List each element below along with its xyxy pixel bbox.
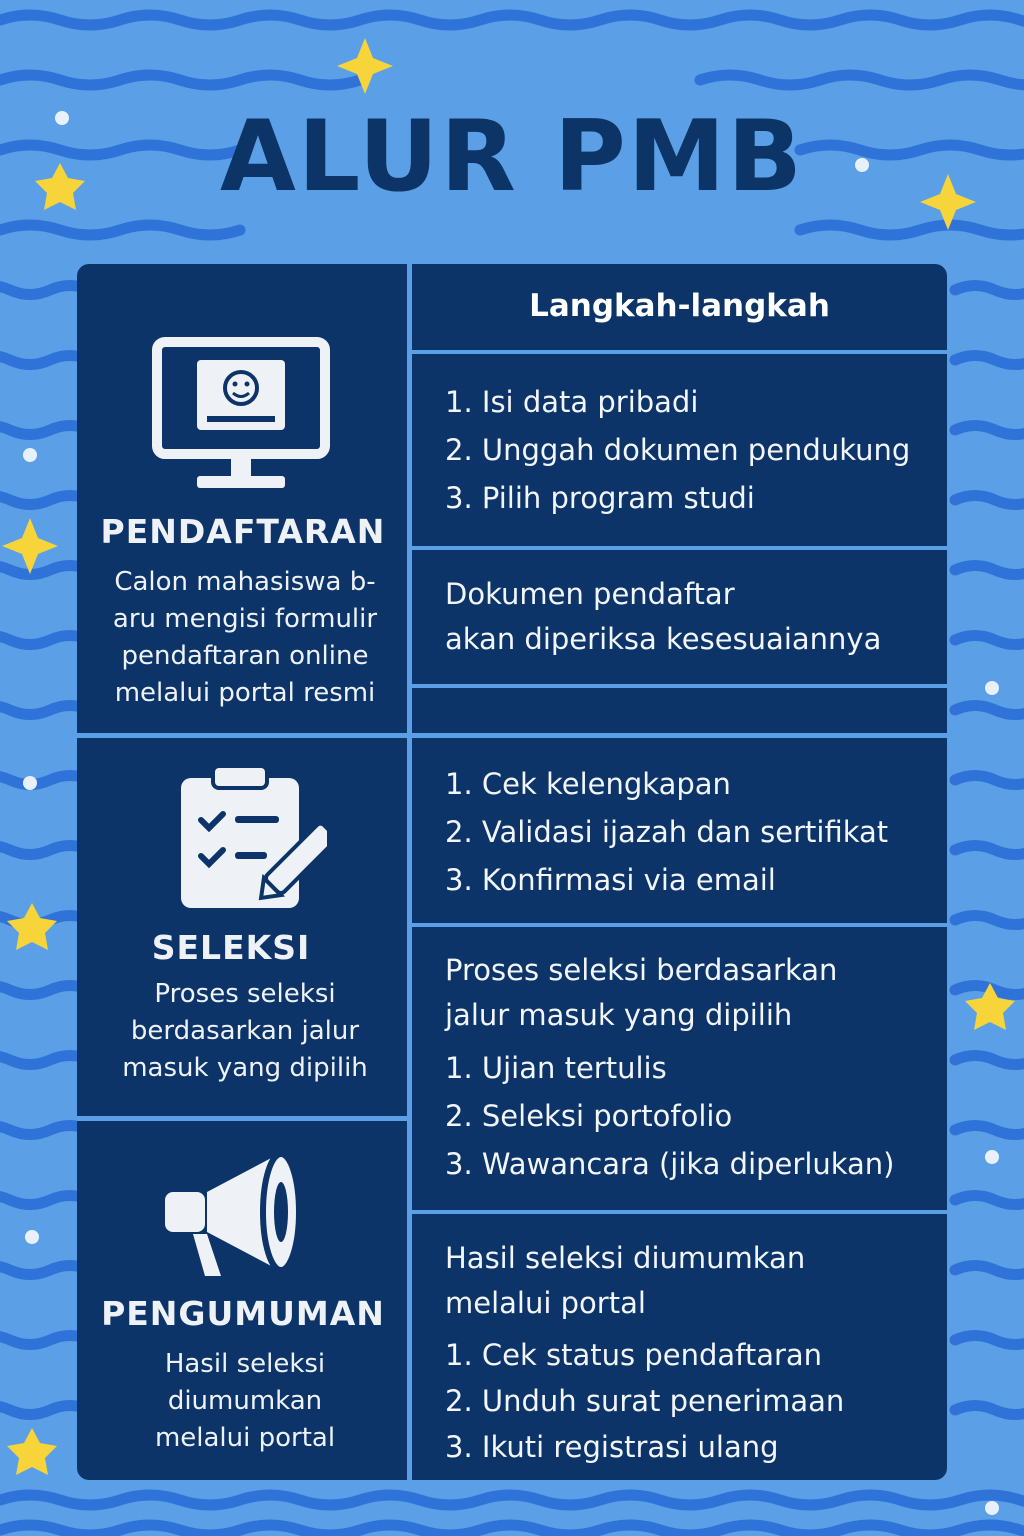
wave-decoration bbox=[955, 916, 1024, 925]
wave-decoration bbox=[955, 426, 1024, 435]
list-item: 3. Ikuti registrasi ulang bbox=[445, 1430, 779, 1464]
wave-decoration bbox=[955, 1056, 1024, 1065]
wave-decoration bbox=[800, 225, 1024, 235]
wave-decoration bbox=[0, 15, 1024, 25]
step-list bbox=[445, 378, 935, 522]
list-item: 2. Unggah dokumen pendukung bbox=[445, 433, 911, 467]
stage-name: PENGUMUMAN bbox=[101, 1294, 385, 1333]
row-divider bbox=[77, 1116, 409, 1121]
clipboard-checklist-icon bbox=[177, 764, 327, 914]
wave-decoration bbox=[0, 225, 240, 235]
megaphone-icon bbox=[163, 1148, 313, 1278]
wave-decoration bbox=[955, 496, 1024, 505]
wave-decoration bbox=[955, 1266, 1024, 1275]
wave-decoration bbox=[955, 636, 1024, 645]
list-item: 1. Ujian tertulis bbox=[445, 1051, 667, 1085]
row-divider bbox=[77, 733, 947, 738]
wave-decoration bbox=[955, 1126, 1024, 1135]
list-item: 2. Unduh surat penerimaan bbox=[445, 1384, 845, 1418]
wave-decoration bbox=[0, 75, 360, 85]
flow-table bbox=[77, 264, 947, 1480]
row-divider bbox=[412, 1210, 947, 1214]
star-icon bbox=[7, 903, 57, 950]
page-title: ALUR PMB bbox=[220, 100, 804, 214]
monitor-smiley-icon bbox=[151, 336, 331, 494]
stage-note: Hasil seleksi diumumkan melalui portal bbox=[445, 1241, 806, 1320]
stage-note: Proses seleksi berdasarkan jalur masuk yang dipilih bbox=[445, 953, 838, 1032]
wave-decoration bbox=[955, 706, 1024, 715]
stage-name: PENDAFTARAN bbox=[100, 512, 386, 551]
list-item: 1. Cek status pendaftaran bbox=[445, 1338, 823, 1372]
step-list bbox=[445, 1332, 935, 1470]
steps-header: Langkah-langkah bbox=[529, 288, 830, 324]
wave-decoration bbox=[955, 286, 1024, 295]
list-item: 2. Seleksi portofolio bbox=[445, 1099, 733, 1133]
wave-decoration bbox=[955, 356, 1024, 365]
wave-decoration bbox=[0, 1525, 1024, 1535]
row-divider bbox=[412, 546, 947, 550]
wave-decoration bbox=[955, 776, 1024, 785]
list-item: 3. Pilih program studi bbox=[445, 481, 755, 515]
stage-description: Proses seleksi berdasarkan jalur masuk yang dipilih bbox=[122, 979, 368, 1083]
row-divider bbox=[412, 350, 947, 354]
wave-decoration bbox=[0, 1495, 1024, 1505]
list-item: 2. Validasi ijazah dan sertifikat bbox=[445, 815, 889, 849]
stage-description: Calon mahasiswa b- aru mengisi formulir pendaftaran online melalui portal resmi bbox=[112, 567, 378, 708]
list-item: 3. Konfirmasi via email bbox=[445, 863, 776, 897]
list-item: 3. Wawancara (jika diperlukan) bbox=[445, 1147, 895, 1181]
stage-description: Hasil seleksi diumumkan melalui portal bbox=[154, 1349, 336, 1453]
wave-decoration bbox=[955, 1196, 1024, 1205]
wave-decoration bbox=[955, 1406, 1024, 1415]
wave-decoration bbox=[955, 1336, 1024, 1345]
wave-decoration bbox=[955, 566, 1024, 575]
star-icon bbox=[7, 1428, 57, 1475]
stage-note: Dokumen pendaftar akan diperiksa kesesuaiannya bbox=[445, 577, 882, 656]
step-list bbox=[445, 760, 935, 904]
stage-name: SELEKSI bbox=[151, 928, 311, 967]
row-divider bbox=[412, 684, 947, 688]
step-list bbox=[445, 1044, 935, 1188]
list-item: 1. Isi data pribadi bbox=[445, 385, 699, 419]
row-divider bbox=[412, 923, 947, 927]
wave-decoration bbox=[955, 846, 1024, 855]
list-item: 1. Cek kelengkapan bbox=[445, 767, 731, 801]
wave-decoration bbox=[700, 75, 1024, 85]
